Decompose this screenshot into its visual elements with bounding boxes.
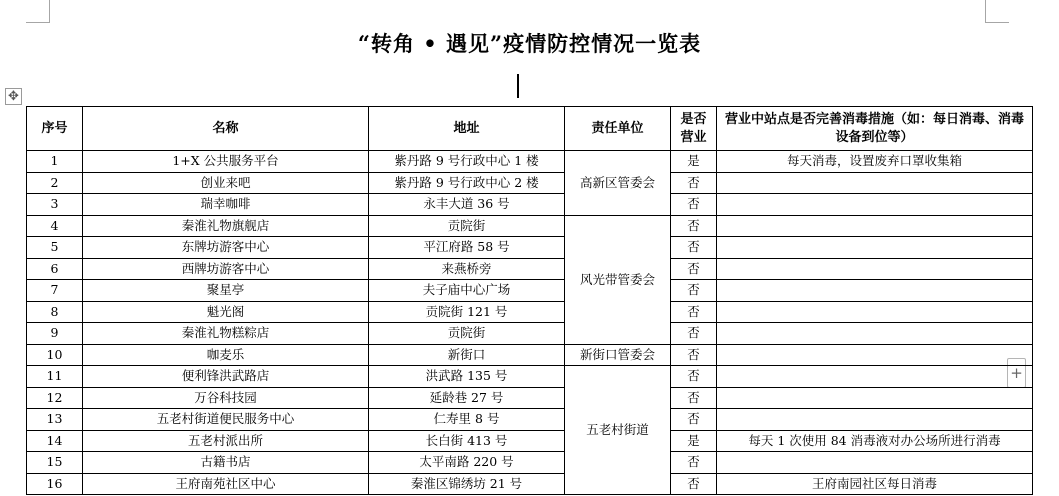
table-row — [27, 258, 1033, 280]
table-row — [27, 151, 1033, 173]
cell-open[interactable]: 否 — [671, 344, 717, 366]
cell-name[interactable]: 古籍书店 — [83, 452, 369, 474]
cell-address[interactable]: 贡院街 — [369, 215, 565, 237]
cell-name[interactable]: 西牌坊游客中心 — [83, 258, 369, 280]
cell-seq[interactable]: 7 — [27, 280, 83, 302]
cell-seq[interactable]: 11 — [27, 366, 83, 388]
cell-address[interactable]: 紫丹路 9 号行政中心 2 楼 — [369, 172, 565, 194]
cell-address[interactable]: 仁寿里 8 号 — [369, 409, 565, 431]
cell-address[interactable]: 长白街 413 号 — [369, 430, 565, 452]
cell-measure[interactable] — [717, 387, 1033, 409]
cell-measure[interactable] — [717, 194, 1033, 216]
cell-measure[interactable] — [717, 258, 1033, 280]
table-row — [27, 366, 1033, 388]
cell-open[interactable]: 否 — [671, 194, 717, 216]
cell-measure[interactable] — [717, 237, 1033, 259]
cell-name[interactable]: 1+X 公共服务平台 — [83, 151, 369, 173]
document-title: “转角 • 遇见”疫情防控情况一览表 — [357, 31, 702, 56]
table-row — [27, 323, 1033, 345]
cell-name[interactable]: 东牌坊游客中心 — [83, 237, 369, 259]
table-row — [27, 452, 1033, 474]
cell-open[interactable]: 否 — [671, 258, 717, 280]
cell-unit[interactable]: 风光带管委会 — [565, 215, 671, 344]
cell-measure[interactable] — [717, 366, 1033, 388]
cell-name[interactable]: 王府南苑社区中心 — [83, 473, 369, 495]
cell-open[interactable]: 否 — [671, 452, 717, 474]
cell-name[interactable]: 魁光阁 — [83, 301, 369, 323]
cell-open[interactable]: 否 — [671, 172, 717, 194]
cell-name[interactable]: 五老村街道便民服务中心 — [83, 409, 369, 431]
cell-measure[interactable] — [717, 172, 1033, 194]
cell-address[interactable]: 夫子庙中心广场 — [369, 280, 565, 302]
cell-open[interactable]: 否 — [671, 409, 717, 431]
cell-name[interactable]: 便利锋洪武路店 — [83, 366, 369, 388]
cell-seq[interactable]: 12 — [27, 387, 83, 409]
cell-seq[interactable]: 10 — [27, 344, 83, 366]
table-row — [27, 194, 1033, 216]
cell-seq[interactable]: 4 — [27, 215, 83, 237]
crop-mark-top-left — [49, 0, 50, 22]
cell-measure[interactable]: 每天消毒，设置废弃口罩收集箱 — [717, 151, 1033, 173]
cell-open[interactable]: 否 — [671, 473, 717, 495]
cell-measure[interactable] — [717, 409, 1033, 431]
cell-open[interactable]: 是 — [671, 151, 717, 173]
cell-seq[interactable]: 5 — [27, 237, 83, 259]
cell-name[interactable]: 秦淮礼物旗舰店 — [83, 215, 369, 237]
crop-mark-top-left-horizontal — [26, 22, 50, 23]
cell-open[interactable]: 否 — [671, 387, 717, 409]
cell-seq[interactable]: 14 — [27, 430, 83, 452]
cell-seq[interactable]: 2 — [27, 172, 83, 194]
cell-address[interactable]: 永丰大道 36 号 — [369, 194, 565, 216]
cell-unit[interactable]: 五老村街道 — [565, 366, 671, 495]
cell-name[interactable]: 创业来吧 — [83, 172, 369, 194]
cell-seq[interactable]: 16 — [27, 473, 83, 495]
table-row — [27, 387, 1033, 409]
table-header-row — [27, 107, 1033, 151]
text-cursor — [517, 74, 519, 98]
cell-seq[interactable]: 3 — [27, 194, 83, 216]
cell-unit[interactable]: 高新区管委会 — [565, 151, 671, 216]
cell-address[interactable]: 洪武路 135 号 — [369, 366, 565, 388]
crop-mark-top-right — [985, 0, 986, 22]
table-row — [27, 280, 1033, 302]
table-row — [27, 237, 1033, 259]
cell-name[interactable]: 五老村派出所 — [83, 430, 369, 452]
cell-open[interactable]: 否 — [671, 323, 717, 345]
cell-name[interactable]: 聚星亭 — [83, 280, 369, 302]
cell-address[interactable]: 延龄巷 27 号 — [369, 387, 565, 409]
cell-address[interactable]: 平江府路 58 号 — [369, 237, 565, 259]
cell-open[interactable]: 是 — [671, 430, 717, 452]
cell-measure[interactable] — [717, 215, 1033, 237]
table-row — [27, 301, 1033, 323]
cell-seq[interactable]: 13 — [27, 409, 83, 431]
cell-name[interactable]: 秦淮礼物糕粽店 — [83, 323, 369, 345]
cell-measure[interactable] — [717, 301, 1033, 323]
cell-name[interactable]: 咖麦乐 — [83, 344, 369, 366]
cell-seq[interactable]: 15 — [27, 452, 83, 474]
cell-measure[interactable]: 每天 1 次使用 84 消毒液对办公场所进行消毒 — [717, 430, 1033, 452]
cell-address[interactable]: 秦淮区锦绣坊 21 号 — [369, 473, 565, 495]
cell-address[interactable]: 太平南路 220 号 — [369, 452, 565, 474]
cell-unit[interactable]: 新街口管委会 — [565, 344, 671, 366]
cell-measure[interactable] — [717, 452, 1033, 474]
table-row — [27, 430, 1033, 452]
header-measure: 营业中站点是否完善消毒措施（如：每日消毒、消毒设备到位等） — [717, 107, 1033, 151]
table-row — [27, 215, 1033, 237]
cell-measure[interactable]: 王府南园社区每日消毒 — [717, 473, 1033, 495]
cell-measure[interactable] — [717, 280, 1033, 302]
cell-seq[interactable]: 1 — [27, 151, 83, 173]
cell-seq[interactable]: 6 — [27, 258, 83, 280]
cell-open[interactable]: 否 — [671, 366, 717, 388]
cell-measure[interactable] — [717, 323, 1033, 345]
cell-name[interactable]: 万谷科技园 — [83, 387, 369, 409]
epidemic-control-table — [26, 106, 1033, 495]
move-cross-icon[interactable]: ✥ — [5, 88, 22, 105]
cell-open[interactable]: 否 — [671, 237, 717, 259]
cell-address[interactable]: 新街口 — [369, 344, 565, 366]
cell-open[interactable]: 否 — [671, 215, 717, 237]
cell-address[interactable]: 贡院街 121 号 — [369, 301, 565, 323]
cell-address[interactable]: 贡院街 — [369, 323, 565, 345]
header-address: 地址 — [369, 107, 565, 151]
header-seq: 序号 — [27, 107, 83, 151]
header-open: 是否营业 — [671, 107, 717, 151]
cell-address[interactable]: 紫丹路 9 号行政中心 1 楼 — [369, 151, 565, 173]
plus-icon[interactable]: + — [1007, 358, 1026, 388]
table-row — [27, 409, 1033, 431]
cell-seq[interactable]: 9 — [27, 323, 83, 345]
header-name: 名称 — [83, 107, 369, 151]
crop-mark-top-right-horizontal — [985, 22, 1009, 23]
cell-open[interactable]: 否 — [671, 301, 717, 323]
cell-name[interactable]: 瑞幸咖啡 — [83, 194, 369, 216]
cell-open[interactable]: 否 — [671, 280, 717, 302]
cell-seq[interactable]: 8 — [27, 301, 83, 323]
table-row — [27, 473, 1033, 495]
cell-address[interactable]: 来燕桥旁 — [369, 258, 565, 280]
header-unit: 责任单位 — [565, 107, 671, 151]
table-row — [27, 172, 1033, 194]
table-row — [27, 344, 1033, 366]
cell-measure[interactable] — [717, 344, 1033, 366]
